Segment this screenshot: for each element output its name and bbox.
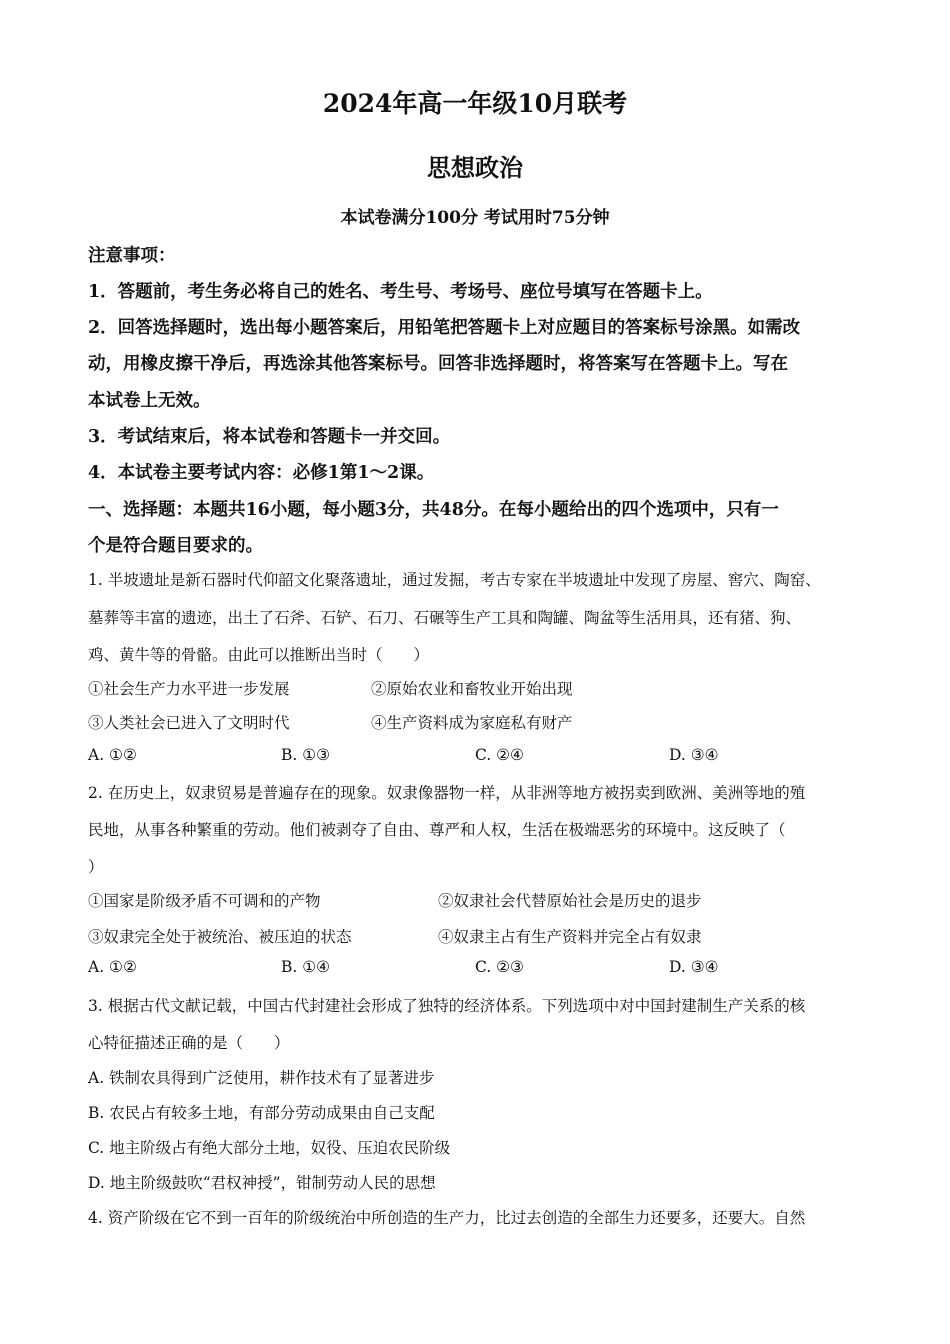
q2-statement-2: ②奴隶社会代替原始社会是历史的退步 xyxy=(438,892,702,910)
q2-option-d: D. ③④ xyxy=(669,958,719,976)
question-1-line: 1. 半坡遗址是新石器时代仰韶文化聚落遗址，通过发掘，考古专家在半坡遗址中发现了房屋、窖穴、陶窑、 xyxy=(88,571,821,589)
q3-option-b: B. 农民占有较多土地，有部分劳动成果由自己支配 xyxy=(88,1104,435,1122)
notice-line: 本试卷上无效。 xyxy=(88,391,211,411)
q3-option-c: C. 地主阶级占有绝大部分土地，奴役、压迫农民阶级 xyxy=(88,1139,451,1157)
q2-option-b: B. ①④ xyxy=(281,958,331,976)
exam-meta: 本试卷满分100分 考试用时75分钟 xyxy=(340,208,610,228)
notice-line: 3．考试结束后，将本试卷和答题卡一并交回。 xyxy=(88,427,451,447)
question-3-line: 心特征描述正确的是（ ） xyxy=(88,1034,290,1052)
q1-option-a: A. ①② xyxy=(88,746,137,764)
exam-title: 2024年高一年级10月联考 xyxy=(322,89,628,118)
notice-line: 4．本试卷主要考试内容：必修1第1～2课。 xyxy=(88,463,435,483)
q2-statement-1: ①国家是阶级矛盾不可调和的产物 xyxy=(88,892,321,910)
q2-statement-4: ④奴隶主占有生产资料并完全占有奴隶 xyxy=(438,928,702,946)
q1-option-b: B. ①③ xyxy=(281,746,331,764)
exam-subject: 思想政治 xyxy=(427,153,523,182)
section-heading: 个是符合题目要求的。 xyxy=(88,536,263,556)
question-1-line: 鸡、黄牛等的骨骼。由此可以推断出当时（ ） xyxy=(88,646,430,664)
section-heading: 一、选择题：本题共16小题，每小题3分，共48分。在每小题给出的四个选项中，只有一 xyxy=(88,500,779,520)
question-2-line: ） xyxy=(88,858,104,876)
q2-option-a: A. ①② xyxy=(88,958,137,976)
q1-statement-4: ④生产资料成为家庭私有财产 xyxy=(371,714,573,732)
question-2-line: 2. 在历史上，奴隶贸易是普遍存在的现象。奴隶像器物一样，从非洲等地方被拐卖到欧洲、美洲等地的殖 xyxy=(88,784,806,802)
question-1-line: 墓葬等丰富的遗迹，出土了石斧、石铲、石刀、石碾等生产工具和陶罐、陶盆等生活用具，还有猪、狗、 xyxy=(88,609,802,627)
question-3-line: 3. 根据古代文献记载，中国古代封建社会形成了独特的经济体系。下列选项中对中国封建制生产关系的核 xyxy=(88,997,806,1015)
q1-statement-1: ①社会生产力水平进一步发展 xyxy=(88,680,290,698)
q1-statement-2: ②原始农业和畜牧业开始出现 xyxy=(371,680,573,698)
q3-option-d: D. 地主阶级鼓吹“君权神授”，钳制劳动人民的思想 xyxy=(88,1174,436,1192)
notice-heading: 注意事项： xyxy=(88,246,176,266)
q2-option-c: C. ②③ xyxy=(475,958,524,976)
notice-line: 动，用橡皮擦干净后，再选涂其他答案标号。回答非选择题时，将答案写在答题卡上。写在 xyxy=(88,354,788,374)
q3-option-a: A. 铁制农具得到广泛使用，耕作技术有了显著进步 xyxy=(88,1069,435,1087)
q2-statement-3: ③奴隶完全处于被统治、被压迫的状态 xyxy=(88,928,352,946)
q1-option-c: C. ②④ xyxy=(475,746,524,764)
q1-option-d: D. ③④ xyxy=(669,746,719,764)
question-2-line: 民地，从事各种繁重的劳动。他们被剥夺了自由、尊严和人权，生活在极端恶劣的环境中。这反映了（ xyxy=(88,821,786,839)
notice-line: 1．答题前，考生务必将自己的姓名、考生号、考场号、座位号填写在答题卡上。 xyxy=(88,282,713,302)
question-4-line: 4. 资产阶级在它不到一百年的阶级统治中所创造的生产力，比过去创造的全部生力还要多，还要大。自然 xyxy=(88,1209,806,1227)
notice-line: 2．回答选择题时，选出每小题答案后，用铅笔把答题卡上对应题目的答案标号涂黑。如需改 xyxy=(88,318,801,338)
q1-statement-3: ③人类社会已进入了文明时代 xyxy=(88,714,290,732)
